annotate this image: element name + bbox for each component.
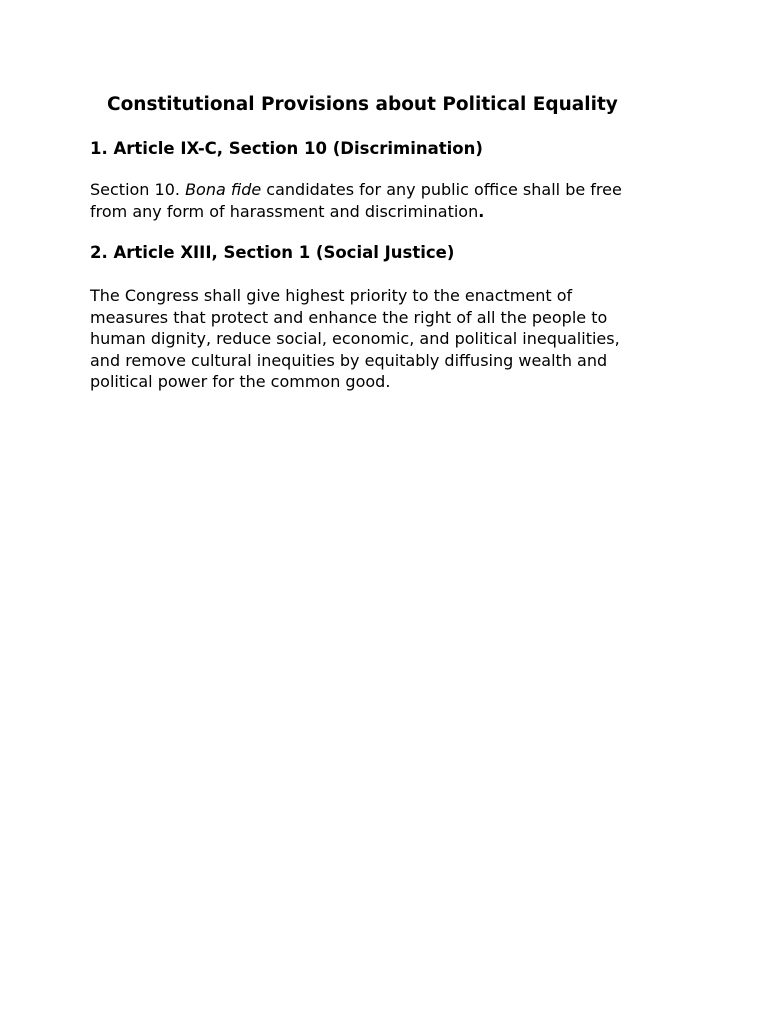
paragraph-period: . <box>478 201 485 221</box>
paragraph-line <box>90 201 622 223</box>
paragraph-line <box>90 179 622 201</box>
paragraph-text: candidates for any public office shall be free <box>261 180 622 199</box>
paragraph-text: from any form of harassment and discrimination <box>90 201 479 221</box>
section-10-paragraph <box>90 179 622 222</box>
paragraph-line: and remove cultural inequities by equitably diffusing wealth and <box>90 350 608 370</box>
bona-fide-term: Bona fide <box>185 180 262 199</box>
paragraph-line: human dignity, reduce social, economic, and political inequalities, <box>90 329 620 349</box>
section-label: Section 10. <box>90 180 186 199</box>
social-justice-paragraph <box>90 285 620 393</box>
paragraph-line: political power for the common good. <box>90 372 391 392</box>
paragraph-line: measures that protect and enhance the right of all the people to <box>90 307 608 327</box>
document-title: Constitutional Provisions about Political Equality <box>107 94 618 115</box>
section-heading-article-xiii: 2. Article XIII, Section 1 (Social Justice) <box>90 243 455 262</box>
section-heading-article-ix-c: 1. Article IX-C, Section 10 (Discrimination) <box>90 139 483 158</box>
paragraph-line: The Congress shall give highest priority to the enactment of <box>90 286 573 305</box>
